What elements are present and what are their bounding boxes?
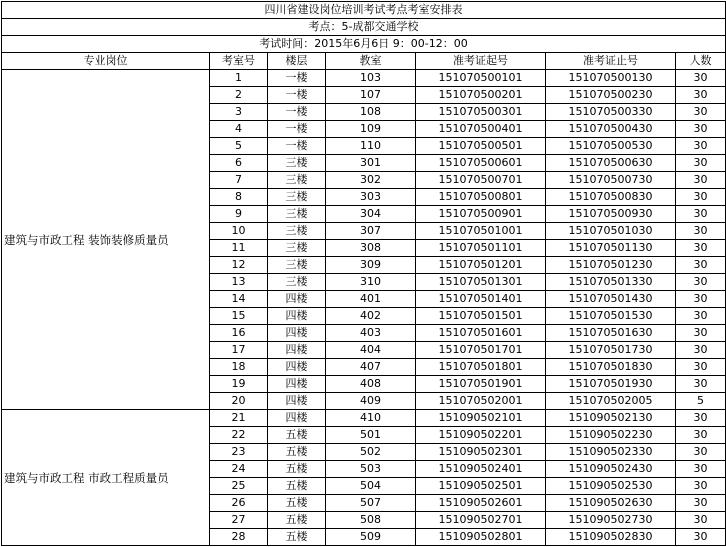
ticket-end-cell: 151070501330 — [546, 274, 676, 291]
classroom-cell: 501 — [326, 427, 416, 444]
ticket-end-cell: 151070500930 — [546, 206, 676, 223]
count-cell: 30 — [676, 410, 726, 427]
classroom-cell: 509 — [326, 529, 416, 546]
room-no-cell: 18 — [210, 359, 268, 376]
classroom-cell: 508 — [326, 512, 416, 529]
floor-cell: 三楼 — [268, 189, 326, 206]
header-ticket-end: 准考证止号 — [546, 53, 676, 70]
ticket-end-cell: 151090502830 — [546, 529, 676, 546]
ticket-start-cell: 151070501101 — [416, 240, 546, 257]
ticket-end-cell: 151070501630 — [546, 325, 676, 342]
classroom-cell: 108 — [326, 104, 416, 121]
ticket-start-cell: 151090502601 — [416, 495, 546, 512]
classroom-cell: 404 — [326, 342, 416, 359]
count-cell: 30 — [676, 104, 726, 121]
room-no-cell: 2 — [210, 87, 268, 104]
ticket-start-cell: 151070500501 — [416, 138, 546, 155]
ticket-end-cell: 151070500130 — [546, 70, 676, 87]
room-no-cell: 22 — [210, 427, 268, 444]
ticket-start-cell: 151070501601 — [416, 325, 546, 342]
ticket-end-cell: 151090502630 — [546, 495, 676, 512]
floor-cell: 三楼 — [268, 240, 326, 257]
floor-cell: 四楼 — [268, 376, 326, 393]
floor-cell: 五楼 — [268, 427, 326, 444]
ticket-start-cell: 151070500801 — [416, 189, 546, 206]
count-cell: 30 — [676, 206, 726, 223]
room-no-cell: 8 — [210, 189, 268, 206]
room-no-cell: 9 — [210, 206, 268, 223]
room-no-cell: 12 — [210, 257, 268, 274]
floor-cell: 三楼 — [268, 155, 326, 172]
floor-cell: 四楼 — [268, 308, 326, 325]
room-no-cell: 16 — [210, 325, 268, 342]
count-cell: 30 — [676, 189, 726, 206]
floor-cell: 一楼 — [268, 104, 326, 121]
room-no-cell: 28 — [210, 529, 268, 546]
classroom-cell: 504 — [326, 478, 416, 495]
room-no-cell: 14 — [210, 291, 268, 308]
room-no-cell: 21 — [210, 410, 268, 427]
room-no-cell: 13 — [210, 274, 268, 291]
ticket-end-cell: 151090502130 — [546, 410, 676, 427]
post-cell: 建筑与市政工程 市政工程质量员 — [2, 410, 210, 546]
classroom-cell: 103 — [326, 70, 416, 87]
floor-cell: 一楼 — [268, 87, 326, 104]
room-no-cell: 10 — [210, 223, 268, 240]
header-post: 专业岗位 — [2, 53, 210, 70]
ticket-end-cell: 151070500830 — [546, 189, 676, 206]
count-cell: 30 — [676, 325, 726, 342]
floor-cell: 四楼 — [268, 342, 326, 359]
count-cell: 30 — [676, 529, 726, 546]
room-no-cell: 1 — [210, 70, 268, 87]
floor-cell: 四楼 — [268, 359, 326, 376]
classroom-cell: 110 — [326, 138, 416, 155]
count-cell: 30 — [676, 359, 726, 376]
count-cell: 30 — [676, 172, 726, 189]
ticket-start-cell: 151070501401 — [416, 291, 546, 308]
ticket-start-cell: 151070501501 — [416, 308, 546, 325]
ticket-start-cell: 151070501201 — [416, 257, 546, 274]
floor-cell: 五楼 — [268, 461, 326, 478]
classroom-cell: 310 — [326, 274, 416, 291]
classroom-cell: 303 — [326, 189, 416, 206]
classroom-cell: 409 — [326, 393, 416, 410]
ticket-start-cell: 151070501701 — [416, 342, 546, 359]
table-title: 四川省建设岗位培训考试考点考室安排表 — [2, 2, 726, 19]
ticket-end-cell: 151070500330 — [546, 104, 676, 121]
classroom-cell: 502 — [326, 444, 416, 461]
ticket-start-cell: 151070500401 — [416, 121, 546, 138]
ticket-end-cell: 151070500530 — [546, 138, 676, 155]
header-floor: 楼层 — [268, 53, 326, 70]
exam-schedule-table — [1, 1, 726, 546]
floor-cell: 五楼 — [268, 444, 326, 461]
exam-time: 考试时间：2015年6月6日 9：00-12：00 — [2, 36, 726, 53]
room-no-cell: 6 — [210, 155, 268, 172]
ticket-start-cell: 151090502401 — [416, 461, 546, 478]
ticket-end-cell: 151070500230 — [546, 87, 676, 104]
ticket-start-cell: 151070500201 — [416, 87, 546, 104]
ticket-end-cell: 151070500730 — [546, 172, 676, 189]
ticket-start-cell: 151090502101 — [416, 410, 546, 427]
ticket-start-cell: 151070501001 — [416, 223, 546, 240]
classroom-cell: 301 — [326, 155, 416, 172]
ticket-end-cell: 151070501730 — [546, 342, 676, 359]
count-cell: 30 — [676, 155, 726, 172]
count-cell: 30 — [676, 478, 726, 495]
table-row — [2, 70, 726, 87]
floor-cell: 五楼 — [268, 512, 326, 529]
room-no-cell: 19 — [210, 376, 268, 393]
room-no-cell: 5 — [210, 138, 268, 155]
floor-cell: 一楼 — [268, 138, 326, 155]
ticket-end-cell: 151070501230 — [546, 257, 676, 274]
classroom-cell: 410 — [326, 410, 416, 427]
ticket-start-cell: 151070500701 — [416, 172, 546, 189]
floor-cell: 三楼 — [268, 172, 326, 189]
classroom-cell: 109 — [326, 121, 416, 138]
count-cell: 30 — [676, 70, 726, 87]
classroom-cell: 503 — [326, 461, 416, 478]
ticket-end-cell: 151090502430 — [546, 461, 676, 478]
floor-cell: 一楼 — [268, 70, 326, 87]
ticket-end-cell: 151090502730 — [546, 512, 676, 529]
count-cell: 30 — [676, 427, 726, 444]
count-cell: 30 — [676, 376, 726, 393]
room-no-cell: 17 — [210, 342, 268, 359]
room-no-cell: 7 — [210, 172, 268, 189]
classroom-cell: 309 — [326, 257, 416, 274]
ticket-end-cell: 151070501830 — [546, 359, 676, 376]
classroom-cell: 304 — [326, 206, 416, 223]
ticket-end-cell: 151070501930 — [546, 376, 676, 393]
floor-cell: 一楼 — [268, 121, 326, 138]
ticket-end-cell: 151070501430 — [546, 291, 676, 308]
header-room-no: 考室号 — [210, 53, 268, 70]
ticket-start-cell: 151070500601 — [416, 155, 546, 172]
classroom-cell: 308 — [326, 240, 416, 257]
count-cell: 30 — [676, 274, 726, 291]
floor-cell: 四楼 — [268, 410, 326, 427]
ticket-start-cell: 151090502501 — [416, 478, 546, 495]
classroom-cell: 403 — [326, 325, 416, 342]
room-no-cell: 26 — [210, 495, 268, 512]
count-cell: 5 — [676, 393, 726, 410]
floor-cell: 三楼 — [268, 223, 326, 240]
ticket-start-cell: 151090502301 — [416, 444, 546, 461]
room-no-cell: 23 — [210, 444, 268, 461]
ticket-end-cell: 151090502230 — [546, 427, 676, 444]
ticket-start-cell: 151070500101 — [416, 70, 546, 87]
classroom-cell: 407 — [326, 359, 416, 376]
header-count: 人数 — [676, 53, 726, 70]
count-cell: 30 — [676, 223, 726, 240]
room-no-cell: 27 — [210, 512, 268, 529]
ticket-start-cell: 151070501901 — [416, 376, 546, 393]
header-ticket-start: 准考证起号 — [416, 53, 546, 70]
floor-cell: 三楼 — [268, 206, 326, 223]
floor-cell: 三楼 — [268, 257, 326, 274]
classroom-cell: 408 — [326, 376, 416, 393]
floor-cell: 四楼 — [268, 291, 326, 308]
ticket-start-cell: 151070500301 — [416, 104, 546, 121]
table-row — [2, 410, 726, 427]
room-no-cell: 11 — [210, 240, 268, 257]
ticket-start-cell: 151090502801 — [416, 529, 546, 546]
count-cell: 30 — [676, 308, 726, 325]
count-cell: 30 — [676, 342, 726, 359]
room-no-cell: 3 — [210, 104, 268, 121]
ticket-end-cell: 151070500430 — [546, 121, 676, 138]
count-cell: 30 — [676, 444, 726, 461]
floor-cell: 五楼 — [268, 529, 326, 546]
room-no-cell: 4 — [210, 121, 268, 138]
classroom-cell: 507 — [326, 495, 416, 512]
ticket-end-cell: 151090502530 — [546, 478, 676, 495]
room-no-cell: 20 — [210, 393, 268, 410]
ticket-end-cell: 151090502330 — [546, 444, 676, 461]
floor-cell: 四楼 — [268, 325, 326, 342]
classroom-cell: 401 — [326, 291, 416, 308]
post-cell: 建筑与市政工程 装饰装修质量员 — [2, 70, 210, 410]
ticket-start-cell: 151070502001 — [416, 393, 546, 410]
count-cell: 30 — [676, 291, 726, 308]
count-cell: 30 — [676, 512, 726, 529]
ticket-start-cell: 151070500901 — [416, 206, 546, 223]
count-cell: 30 — [676, 257, 726, 274]
count-cell: 30 — [676, 138, 726, 155]
ticket-end-cell: 151070501130 — [546, 240, 676, 257]
room-no-cell: 15 — [210, 308, 268, 325]
room-no-cell: 25 — [210, 478, 268, 495]
ticket-start-cell: 151090502701 — [416, 512, 546, 529]
ticket-end-cell: 151070501030 — [546, 223, 676, 240]
ticket-end-cell: 151070502005 — [546, 393, 676, 410]
exam-site: 考点：5-成都交通学校 — [2, 19, 726, 36]
room-no-cell: 24 — [210, 461, 268, 478]
classroom-cell: 107 — [326, 87, 416, 104]
floor-cell: 四楼 — [268, 393, 326, 410]
count-cell: 30 — [676, 461, 726, 478]
floor-cell: 三楼 — [268, 274, 326, 291]
ticket-end-cell: 151070500630 — [546, 155, 676, 172]
header-classroom: 教室 — [326, 53, 416, 70]
count-cell: 30 — [676, 495, 726, 512]
count-cell: 30 — [676, 240, 726, 257]
ticket-start-cell: 151070501801 — [416, 359, 546, 376]
ticket-start-cell: 151090502201 — [416, 427, 546, 444]
floor-cell: 五楼 — [268, 495, 326, 512]
header-row — [2, 53, 726, 70]
ticket-start-cell: 151070501301 — [416, 274, 546, 291]
classroom-cell: 302 — [326, 172, 416, 189]
count-cell: 30 — [676, 87, 726, 104]
classroom-cell: 402 — [326, 308, 416, 325]
ticket-end-cell: 151070501530 — [546, 308, 676, 325]
count-cell: 30 — [676, 121, 726, 138]
classroom-cell: 307 — [326, 223, 416, 240]
floor-cell: 五楼 — [268, 478, 326, 495]
